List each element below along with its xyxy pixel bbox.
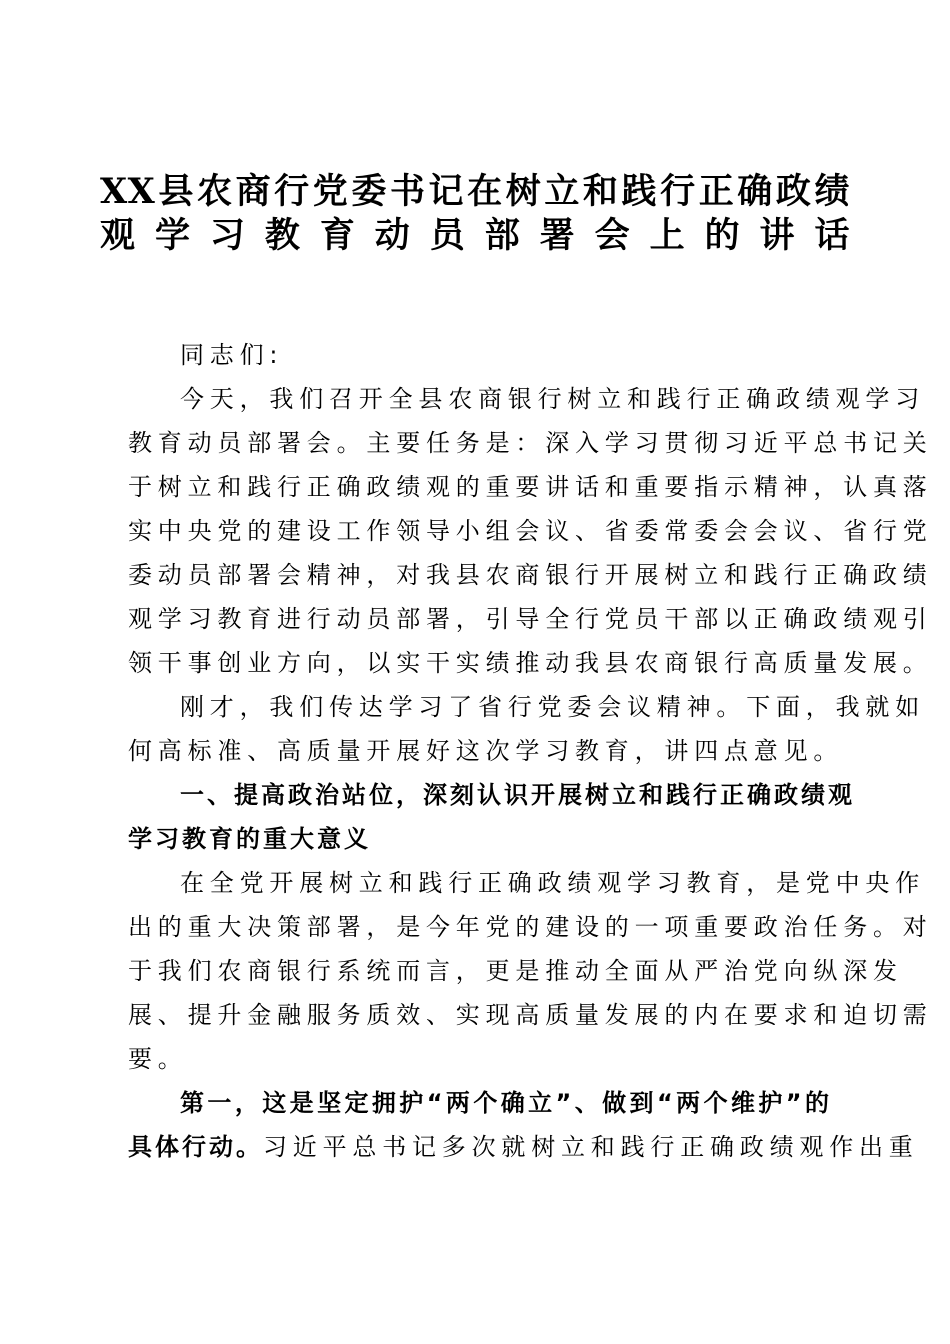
point-lead-text: 具体行动。 — [128, 1133, 263, 1161]
paragraph-line: 在全党开展树立和践行正确政绩观学习教育，是党中央作 — [180, 869, 925, 897]
paragraph-point-1 — [128, 1081, 919, 1169]
document-body — [128, 333, 933, 1169]
heading-line: 学习教育的重大意义 — [128, 825, 371, 853]
paragraph-significance — [128, 861, 933, 1081]
paragraph-line: 实中央党的建设工作领导小组会议、省委常委会会议、省行党 — [128, 517, 933, 545]
point-body-text: 习近平总书记多次就树立和践行正确政绩观作出重 — [263, 1133, 919, 1161]
paragraph-line: 领干事创业方向，以实干实绩推动我县农商银行高质量发展。 — [128, 649, 933, 677]
title-line-1: XX县农商行党委书记在树立和践行正确政绩 — [100, 171, 850, 212]
paragraph-line: 委动员部署会精神，对我县农商银行开展树立和践行正确政绩 — [128, 561, 933, 589]
paragraph-line: 教育动员部署会。主要任务是：深入学习贯彻习近平总书记关 — [128, 429, 933, 457]
salutation: 同志们: — [180, 341, 284, 369]
title-line-2: 观学习教育动员部署会上的讲话 — [100, 215, 850, 256]
paragraph-line: 于树立和践行正确政绩观的重要讲话和重要指示精神，认真落 — [128, 473, 933, 501]
paragraph-line: 观学习教育进行动员部署，引导全行党员干部以正确政绩观引 — [128, 605, 933, 633]
paragraph-line: 要。 — [128, 1045, 188, 1073]
paragraph-line: 展、提升金融服务质效、实现高质量发展的内在要求和迫切需 — [128, 1001, 933, 1029]
paragraph-opening — [128, 377, 933, 685]
point-lead-line: 第一，这是坚定拥护“两个确立”、做到“两个维护”的 — [180, 1089, 832, 1117]
paragraph-line: 今天，我们召开全县农商银行树立和践行正确政绩观学习 — [180, 385, 925, 413]
section-heading-1 — [128, 773, 855, 861]
heading-line: 一、提高政治站位，深刻认识开展树立和践行正确政绩观 — [180, 781, 855, 809]
paragraph-line: 于我们农商银行系统而言，更是推动全面从严治党向纵深发 — [128, 957, 903, 985]
paragraph-line: 刚才，我们传达学习了省行党委会议精神。下面，我就如 — [180, 693, 925, 721]
paragraph-intro — [128, 685, 925, 773]
document-title — [100, 162, 850, 256]
paragraph-line: 出的重大决策部署，是今年党的建设的一项重要政治任务。对 — [128, 913, 933, 941]
point-continuation-line — [128, 1125, 919, 1169]
paragraph-line: 何高标准、高质量开展好这次学习教育，讲四点意见。 — [128, 737, 844, 765]
